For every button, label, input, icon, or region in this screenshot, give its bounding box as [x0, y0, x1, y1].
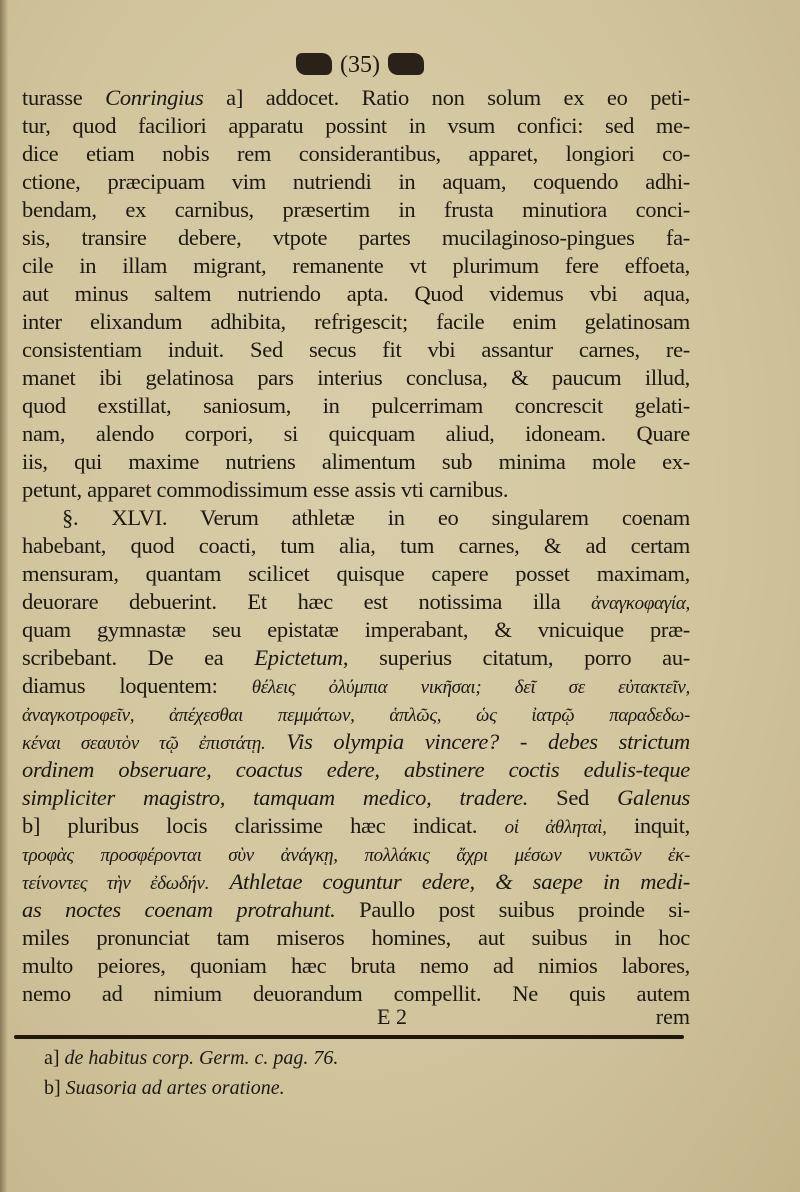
text-segment: Sed	[528, 785, 618, 810]
text-segment: miles pronunciat tam miseros homines, aut suibus in hoc	[22, 925, 690, 950]
text-segment: petunt, apparet commodissimum esse assis vti carnibus.	[22, 477, 509, 502]
text-segment: cile in illam migrant, remanente vt plurimum fere effoeta,	[22, 253, 690, 278]
text-segment: quod exstillat, saniosum, in pulcerrimam concrescit gelati-	[22, 393, 690, 418]
text-segment: quam gymnastæ seu epistatæ imperabant, & vnicuique præ-	[22, 617, 690, 642]
text-segment: deuorare debuerint. Et hæc est notissima illa	[22, 589, 592, 614]
text-line	[22, 84, 690, 112]
text-segment: consistentiam induit. Sed secus fit vbi assantur carnes, re-	[22, 337, 690, 362]
text-segment: turasse	[22, 85, 106, 110]
text-line	[22, 364, 690, 392]
footnote-text: Suasoria ad artes oratione.	[65, 1077, 285, 1099]
italic-text: Conringius	[105, 85, 204, 110]
text-line	[22, 252, 690, 280]
text-segment: nemo ad nimium deuorandum compellit. Ne quis autem	[22, 981, 690, 1006]
text-line	[22, 280, 690, 308]
text-segment: aut minus saltem nutriendo apta. Quod videmus vbi aqua,	[22, 281, 690, 306]
italic-text: Vis olympia vincere? - debes strictum	[265, 729, 690, 754]
text-line	[22, 952, 690, 980]
greek-text: ἀναγκοφαγία,	[591, 593, 690, 614]
text-line	[22, 168, 690, 196]
text-segment: sis, transire debere, vtpote partes mucilaginoso-pingues fa-	[22, 225, 690, 250]
italic-text: Athletae coguntur edere, & saepe in medi-	[209, 869, 690, 894]
text-segment: tur, quod faciliori apparatu possint in vsum confici: sed me-	[22, 113, 690, 138]
text-line	[22, 336, 690, 364]
catchword: rem	[655, 1004, 690, 1029]
text-line	[22, 756, 690, 784]
text-segment: ctione, præcipuam vim nutriendi in aquam, coquendo adhi-	[22, 169, 690, 194]
running-header	[0, 52, 720, 79]
ornament-right-icon	[388, 53, 424, 75]
italic-text: ordinem obseruare, coactus edere, abstinere coctis edulis-teque	[22, 757, 690, 782]
text-segment: b] pluribus locis clarissime hæc indicat.	[22, 813, 505, 838]
text-line	[22, 924, 690, 952]
text-line	[22, 504, 690, 532]
footnote-rule	[14, 1035, 684, 1039]
text-line	[22, 812, 690, 840]
text-line	[22, 784, 690, 812]
signature-line	[22, 1004, 690, 1032]
text-line	[22, 672, 690, 700]
text-line	[22, 644, 690, 672]
text-segment: , superius citatum, porro au-	[342, 645, 690, 670]
text-line	[22, 840, 690, 868]
greek-text: οἱ ἀθληταὶ,	[504, 817, 607, 838]
text-line	[22, 420, 690, 448]
text-line	[22, 532, 690, 560]
text-segment: nam, alendo corpori, si quicquam aliud, idoneam. Quare	[22, 421, 690, 446]
text-line	[22, 476, 690, 504]
text-segment: Paullo post suibus proinde si-	[335, 897, 690, 922]
text-segment: diamus loquentem:	[22, 673, 252, 698]
book-spine-shadow	[0, 0, 8, 1192]
text-line	[22, 140, 690, 168]
greek-text: θέλεις ὀλύμπια νικῆσαι; δεῖ σε εὐτακτεῖν,	[251, 677, 690, 698]
text-segment: inter elixandum adhibita, refrigescit; facile enim gelatinosam	[22, 309, 690, 334]
text-segment: manet ibi gelatinosa pars interius conclusa, & paucum illud,	[22, 365, 690, 390]
text-segment: scribebant. De ea	[22, 645, 255, 670]
footnote-mark: a]	[44, 1047, 60, 1069]
ornament-left-icon	[296, 53, 332, 75]
greek-text: τροφὰς προσφέρονται σὺν ἀνάγκῃ, πολλάκις ἄχρι μέσων νυκτῶν ἐκ-	[22, 845, 690, 866]
text-line	[22, 896, 690, 924]
text-line	[22, 560, 690, 588]
italic-text: Galenus	[617, 785, 690, 810]
footnotes	[44, 1043, 338, 1103]
italic-text: as noctes coenam protrahunt.	[22, 897, 336, 922]
text-segment: habebant, quod coacti, tum alia, tum carnes, & ad certam	[22, 533, 690, 558]
text-line	[22, 392, 690, 420]
text-line	[22, 868, 690, 896]
text-segment: bendam, ex carnibus, præsertim in frusta minutiora conci-	[22, 197, 690, 222]
text-line	[22, 196, 690, 224]
page-number: (35)	[340, 52, 380, 78]
text-line	[22, 700, 690, 728]
greek-text: τείνοντες τὴν ἐδωδήν.	[22, 873, 210, 894]
italic-text: simpliciter magistro, tamquam medico, tradere.	[22, 785, 529, 810]
text-line	[22, 616, 690, 644]
text-segment: §. XLVI. Verum athletæ in eo singularem coenam	[62, 505, 690, 530]
text-segment: mensuram, quantam scilicet quisque capere posset maximam,	[22, 561, 690, 586]
text-segment: multo peiores, quoniam hæc bruta nemo ad nimios labores,	[22, 953, 690, 978]
text-line	[22, 224, 690, 252]
text-segment: inquit,	[606, 813, 690, 838]
signature-mark: E 2	[377, 1004, 407, 1029]
text-line	[22, 112, 690, 140]
text-line	[22, 728, 690, 756]
text-segment: dice etiam nobis rem considerantibus, apparet, longiori co-	[22, 141, 690, 166]
greek-text: ἀναγκοτροφεῖν, ἀπέχεσθαι πεμμάτων, ἁπλῶς, ὡς ἰατρῷ παραδεδω-	[22, 705, 690, 726]
text-line	[22, 448, 690, 476]
text-segment: a] addocet. Ratio non solum ex eo peti-	[203, 85, 690, 110]
italic-text: Epictetum	[254, 645, 343, 670]
footnote-mark: b]	[44, 1077, 61, 1099]
text-line	[22, 308, 690, 336]
body-text	[22, 84, 690, 1008]
footnote	[44, 1043, 338, 1073]
footnote	[44, 1073, 338, 1103]
text-segment: iis, qui maxime nutriens alimentum sub minima mole ex-	[22, 449, 690, 474]
text-line	[22, 588, 690, 616]
footnote-text: de habitus corp. Germ. c. pag. 76.	[64, 1047, 339, 1069]
greek-text: κέναι σεαυτὸν τῷ ἐπιστάτῃ.	[22, 733, 266, 754]
